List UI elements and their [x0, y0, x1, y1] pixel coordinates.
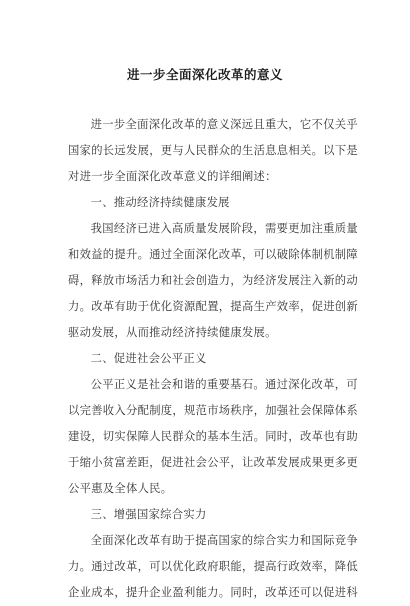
section-heading-3: 三、增强国家综合实力	[90, 508, 207, 521]
section-heading-2: 二、促进社会公平正义	[90, 352, 207, 365]
section-heading-1: 一、推动经济持续健康发展	[90, 196, 230, 209]
document-body	[68, 112, 358, 606]
document-title: 进一步全面深化改革的意义	[126, 67, 283, 82]
section-paragraph-3: 全面深化改革有助于提高国家的综合实力和国际竞争力。通过改革，可以优化政府职能，提高行政效率，降低企业成本，提升企业盈利能力。同时，改革还可以促进科	[68, 534, 358, 599]
section-paragraph-2: 公平正义是社会和谐的重要基石。通过深化改革，可以完善收入分配制度，规范市场秩序，加强社会保障体系建设，切实保障人民群众的基本生活。同时，改革也有助于缩小贫富差距，促进社会公平，让改革发展成果更多更公平惠及全体人民。	[68, 378, 358, 495]
section-paragraph-1: 我国经济已进入高质量发展阶段，需要更加注重质量和效益的提升。通过全面深化改革，可以破除体制机制障碍，释放市场活力和社会创造力，为经济发展注入新的动力。改革有助于优化资源配置，提高生产效率，促进创新驱动发展，从而推动经济持续健康发展。	[68, 222, 358, 339]
intro-paragraph: 进一步全面深化改革的意义深远且重大，它不仅关乎国家的长远发展，更与人民群众的生活息息相关。以下是对进一步全面深化改革意义的详细阐述：	[68, 118, 358, 183]
